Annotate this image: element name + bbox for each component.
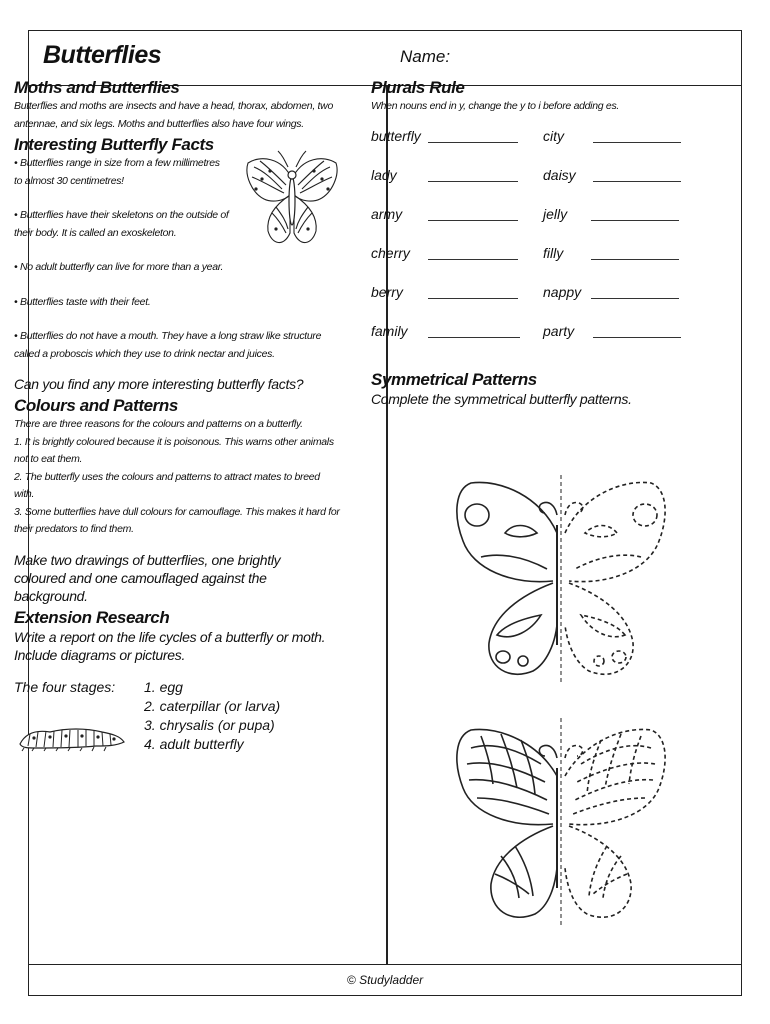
plural-word: army [371, 205, 403, 222]
answer-line[interactable] [428, 181, 518, 182]
answer-line[interactable] [591, 298, 679, 299]
symmetry-butterfly-1[interactable] [451, 475, 671, 685]
answer-line[interactable] [591, 259, 679, 260]
fact-1: • Butterflies range in size from a few millimetres to almost 30 centimetres! [14, 157, 220, 187]
answer-line[interactable] [428, 298, 518, 299]
plural-word: nappy [543, 283, 582, 300]
plural-word: party [543, 322, 575, 339]
plural-row [371, 206, 701, 245]
right-column [371, 78, 701, 408]
fact-4: • Butterflies taste with their feet. [14, 295, 151, 308]
plural-word: butterfly [371, 127, 421, 144]
plural-row [371, 245, 701, 284]
answer-line[interactable] [428, 259, 518, 260]
plurals-heading: Plurals Rule [371, 78, 465, 97]
moths-heading: Moths and Butterflies [14, 78, 180, 97]
life-stages [14, 678, 342, 758]
answer-line[interactable] [428, 142, 518, 143]
symmetry-butterfly-2[interactable] [451, 718, 671, 928]
answer-line[interactable] [593, 142, 681, 143]
stage-1: 1. egg [144, 678, 183, 695]
fact-5: • Butterflies do not have a mouth. They have a long straw like structure called a proboscis which they use to drink nectar and juices. [14, 330, 322, 360]
answer-line[interactable] [428, 337, 520, 338]
butterfly-outline-icon [451, 718, 671, 928]
fact-2: • Butterflies have their skeletons on the outside of their body. It is called an exoskeleton. [14, 209, 229, 239]
page-title: Butterflies [43, 41, 162, 69]
stage-2: 2. caterpillar (or larva) [144, 697, 281, 714]
colours-heading: Colours and Patterns [14, 396, 178, 415]
stages-label: The four stages: [14, 678, 116, 695]
plurals-rule: When nouns end in y, change the y to i before adding es. [371, 100, 620, 112]
moths-text: Butterflies and moths are insects and have a head, thorax, abdomen, two antennae, and six legs. Moths and butterflies also have four wings. [14, 100, 333, 130]
plurals-list [371, 128, 701, 362]
plural-row [371, 167, 701, 206]
footer: © Studyladder [29, 964, 741, 995]
plural-word: daisy [543, 166, 576, 183]
caterpillar-icon [16, 722, 128, 752]
plural-word: filly [543, 244, 564, 261]
stage-4: 4. adult butterfly [144, 735, 244, 752]
facts-question: Can you find any more interesting butterfly facts? [14, 376, 304, 392]
plural-word: lady [371, 166, 397, 183]
plural-row [371, 323, 701, 362]
caterpillar-illustration [16, 722, 128, 752]
answer-line[interactable] [428, 220, 518, 221]
answer-line[interactable] [593, 181, 681, 182]
plural-word: cherry [371, 244, 410, 261]
butterfly-illustration [242, 149, 342, 251]
plural-word: berry [371, 283, 403, 300]
symmetry-instruction: Complete the symmetrical butterfly patterns. [371, 390, 632, 407]
fact-3: • No adult butterfly can live for more than a year. [14, 261, 224, 273]
butterfly-icon [242, 149, 342, 251]
colours-task: Make two drawings of butterflies, one brightly coloured and one camouflaged against the background. [14, 551, 281, 604]
plural-row [371, 284, 701, 323]
colours-reason-2: 2. The butterfly uses the colours and patterns to attract mates to breed with. [14, 470, 320, 500]
answer-line[interactable] [593, 337, 681, 338]
plural-row [371, 128, 701, 167]
plural-word: family [371, 322, 408, 339]
plural-word: city [543, 127, 564, 144]
stage-3: 3. chrysalis (or pupa) [144, 716, 275, 733]
extension-text: Write a report on the life cycles of a butterfly or moth. Include diagrams or pictures. [14, 628, 326, 663]
facts-heading: Interesting Butterfly Facts [14, 135, 214, 154]
colours-reason-3: 3. Some butterflies have dull colours for camouflage. This makes it hard for their predators to find them. [14, 505, 340, 535]
extension-heading: Extension Research [14, 607, 170, 627]
answer-line[interactable] [591, 220, 679, 221]
plural-word: jelly [543, 205, 568, 222]
colours-intro: There are three reasons for the colours and patterns on a butterfly. [14, 418, 303, 430]
symmetry-heading: Symmetrical Patterns [371, 369, 537, 389]
left-column [14, 78, 342, 758]
butterfly-outline-icon [451, 475, 671, 685]
colours-reason-1: 1. It is brightly coloured because it is poisonous. This warns other animals not to eat them. [14, 435, 334, 465]
name-label: Name: [400, 47, 451, 66]
